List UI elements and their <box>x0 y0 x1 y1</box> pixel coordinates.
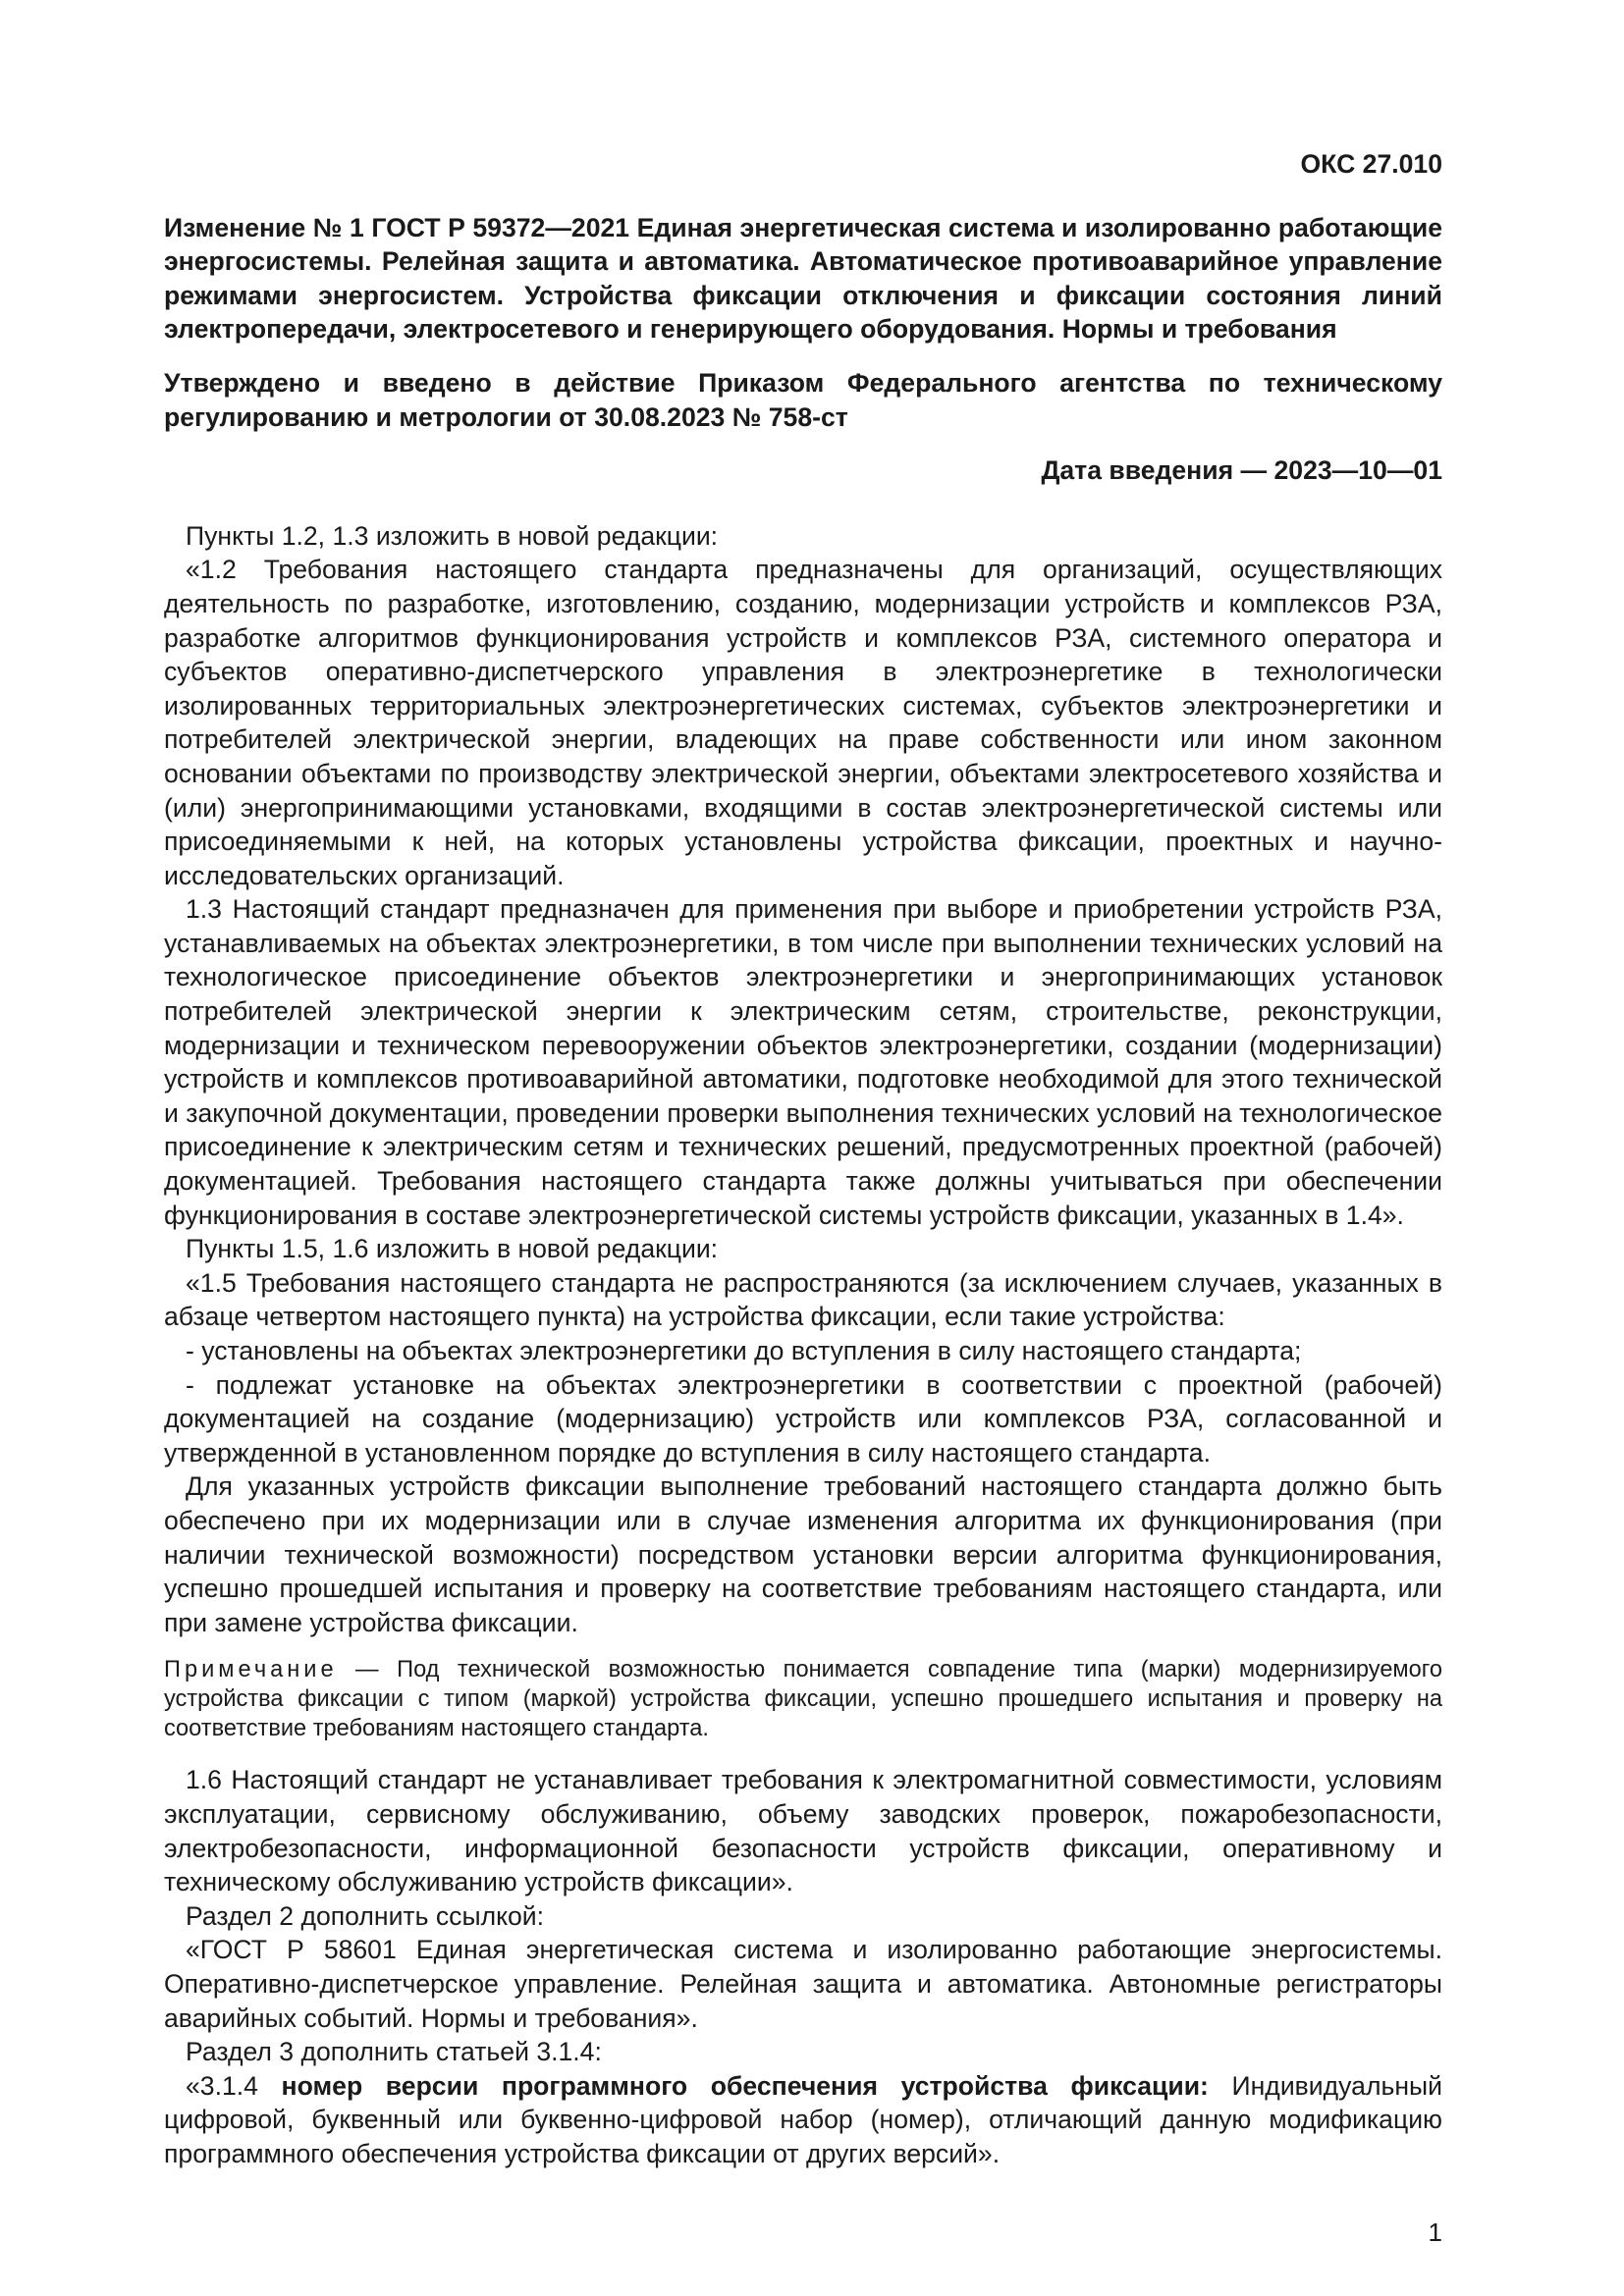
amendment-title: Изменение № 1 ГОСТ Р 59372—2021 Единая энергетическая система и изолированно работающие энергосистемы. Релейная защита и автоматика. Автоматическое противоаварийное управление режимами энергосистем. Устройства фиксации отключения и фиксации состояния линий электропередачи, электросетевого и генерирующего оборудования. Нормы и требования <box>164 212 1442 345</box>
paragraph: Раздел 2 дополнить ссылкой: <box>186 1900 545 1931</box>
paragraph: Пункты 1.5, 1.6 изложить в новой редакции: <box>186 1234 719 1264</box>
paragraph: 1.3 Настоящий стандарт предназначен для применения при выборе и приобретении устройств РЗА, устанавливаемых на объектах электроэнергетики, в том числе при выполнении технических условий на технологическое присоединение объектов электроэнергетики и энергопринимающих установок потребителей электрической энергии к электрическим сетям, строительстве, реконструкции, модернизации и техническом перевооружении объектов электроэнергетики, создании (модернизации) устройств и комплексов противоаварийной автоматики, подготовке необходимой для этого технической и закупочной документации, проведении проверки выполнения технических условий на технологическое присоединение к электрическим сетям и технических решений, предусмотренных проектной (рабочей) документацией. Требования настоящего стандарта также должны учитываться при обеспечении функционирования в составе электроэнергетической системы устройств фиксации, указанных в 1.4». <box>164 894 1442 1230</box>
note-text: — Под технической возможностью понимается совпадение типа (марки) модернизируемого устройства фиксации с типом (маркой) устройства фиксации, успешно прошедшего испытания и проверку на соответствие требованиям настоящего стандарта. <box>164 1657 1442 1742</box>
approval-statement: Утверждено и введено в действие Приказом Федерального агентства по техническому регулированию и метрологии от 30.08.2023 № 758-ст <box>164 367 1442 432</box>
paragraph: Пункты 1.2, 1.3 изложить в новой редакции: <box>186 520 719 551</box>
definition-paragraph <box>164 2069 1442 2171</box>
note-label: Примечание <box>164 1657 338 1683</box>
paragraph: «1.2 Требования настоящего стандарта предназначены для организаций, осуществляющих деятельность по разработке, изготовлению, созданию, модернизации устройств и комплексов РЗА, разработке алгоритмов функционирования устройств и комплексов РЗА, системного оператора и субъектов оперативно-диспетчерского управления в электроэнергетике в технологически изолированных территориальных электроэнергетических системах, субъектов электроэнергетики и потребителей электрической энергии, владеющих на праве собственности или ином законном основании объектами по производству электрической энергии, объектами электросетевого хозяйства и (или) энергопринимающими установками, входящими в состав электроэнергетической системы или присоединяемыми к ней, на которых установлены устройства фиксации, проектных и научно-исследовательских организаций. <box>164 555 1442 890</box>
document-page <box>164 147 1442 2170</box>
definition-text: Индивидуальный цифровой, буквенный или буквенно-цифровой набор (номер), отличающий данную модификацию программного обеспечения устройства фиксации от других версий». <box>164 2070 1442 2168</box>
effective-date: Дата введения — 2023—10—01 <box>1041 455 1442 486</box>
paragraph: Раздел 3 дополнить статьей 3.1.4: <box>186 2037 602 2067</box>
page-number: 1 <box>1428 2217 1442 2247</box>
list-item: - установлены на объектах электроэнергетики до вступления в силу настоящего стандарта; <box>186 1336 1302 1365</box>
note <box>164 1655 1442 1743</box>
paragraph: «1.5 Требования настоящего стандарта не распространяются (за исключением случаев, указанных в абзаце четвертом настоящего пункта) на устройства фиксации, если такие устройства: <box>164 1267 1442 1332</box>
definition-term: номер версии программного обеспечения устройства фиксации: <box>281 2070 1209 2101</box>
definition-number: «3.1.4 <box>186 2070 282 2101</box>
list-item: - подлежат установке на объектах электроэнергетики в соответствии с проектной (рабочей) документацией на создание (модернизацию) устройств или комплексов РЗА, согласованной и утвержденной в установленном порядке до вступления в силу настоящего стандарта. <box>164 1369 1442 1468</box>
paragraph: Для указанных устройств фиксации выполнение требований настоящего стандарта должно быть обеспечено при их модернизации или в случае изменения алгоритма их функционирования (при наличии технической возможности) посредством установки версии алгоритма функционирования, успешно прошедшей испытания и проверку на соответствие требованиям настоящего стандарта, или при замене устройства фиксации. <box>164 1471 1442 1637</box>
paragraph: «ГОСТ Р 58601 Единая энергетическая система и изолированно работающие энергосистемы. Оперативно-диспетчерское управление. Релейная защита и автоматика. Автономные регистраторы аварийных событий. Нормы и требования». <box>164 1935 1442 2033</box>
oks-code: ОКС 27.010 <box>1300 149 1442 179</box>
paragraph: 1.6 Настоящий стандарт не устанавливает требования к электромагнитной совместимости, условиям эксплуатации, сервисному обслуживанию, объему заводских проверок, пожаробезопасности, электробезопасности, информационной безопасности устройств фиксации, оперативному и техническому обслуживанию устройств фиксации». <box>164 1765 1442 1897</box>
